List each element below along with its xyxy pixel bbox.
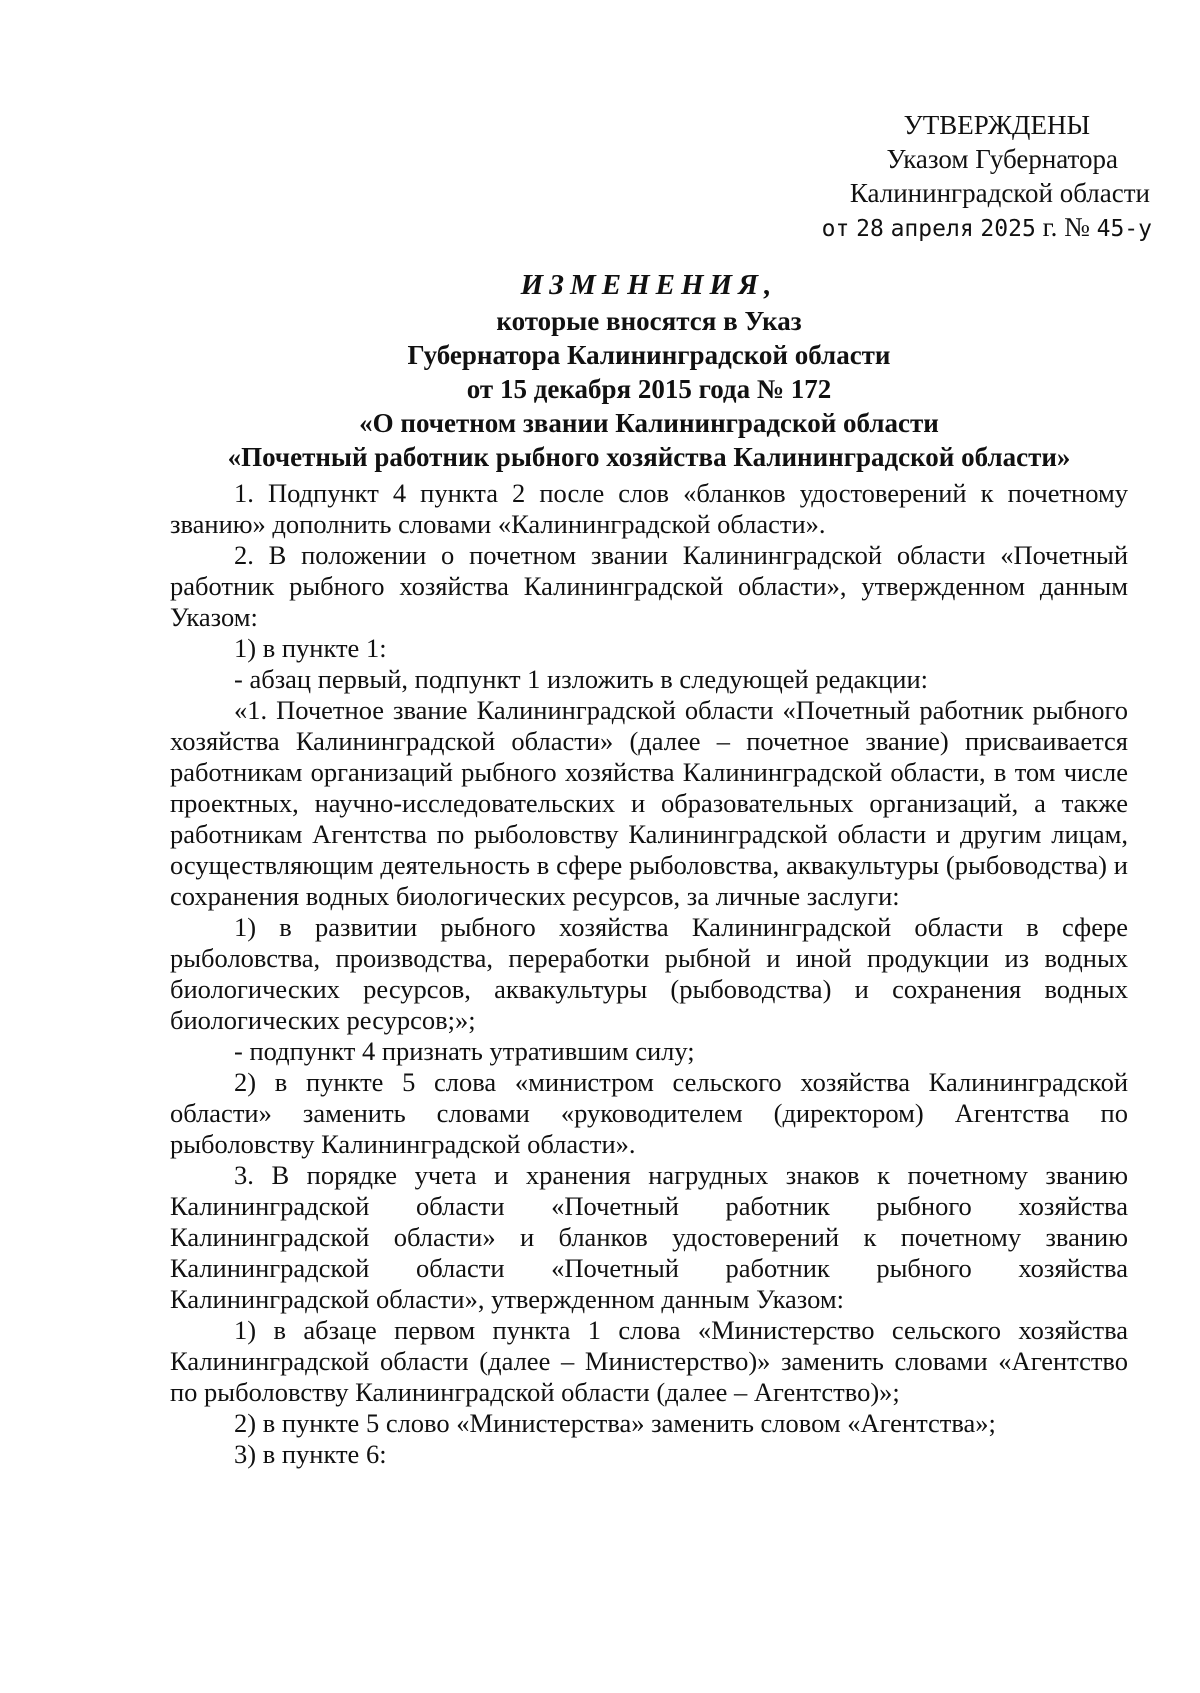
document-body — [170, 478, 1128, 1470]
body-paragraph: «1. Почетное звание Калининградской области «Почетный работник рыбного хозяйства Калининградской области» (далее – почетное звание) присваивается работникам организаций рыбного хозяйства Калининградской области, в том числе проектных, научно-исследовательских и образовательных организаций, а также работникам Агентства по рыболовству Калининградской области и другим лицам, осуществляющим деятельность в сфере рыболовства, аквакультуры (рыбоводства) и сохранения водных биологических ресурсов, за личные заслуги: — [170, 695, 1128, 911]
approval-date-month: апреля — [890, 216, 974, 242]
title-line: которые вносятся в Указ — [496, 306, 802, 336]
title-line: «Почетный работник рыбного хозяйства Калининградской области» — [227, 442, 1071, 472]
approval-decree-label: Указом Губернатора — [886, 144, 1118, 174]
approval-region-label: Калининградской области — [849, 178, 1150, 208]
document-title-block — [170, 268, 1128, 474]
approval-number: 45-у — [1096, 216, 1152, 242]
approval-date-suffix: г. № — [1042, 212, 1090, 242]
body-paragraph: 3) в пункте 6: — [234, 1439, 387, 1469]
body-paragraph: 1. Подпункт 4 пункта 2 после слов «бланков удостоверений к почетному званию» дополнить словами «Калининградской области». — [170, 478, 1128, 539]
approval-date-line — [752, 210, 1152, 246]
body-paragraph: 2) в пункте 5 слово «Министерства» заменить словом «Агентства»; — [234, 1408, 996, 1438]
body-paragraph: 3. В порядке учета и хранения нагрудных знаков к почетному званию Калининградской области «Почетный работник рыбного хозяйства Калининградской области» и бланков удостоверений к почетному званию Калининградской области «Почетный работник рыбного хозяйства Калининградской области», утвержденном данным Указом: — [170, 1160, 1128, 1314]
body-paragraph: 2. В положении о почетном звании Калининградской области «Почетный работник рыбного хозяйства Калининградской области», утвержденном данным Указом: — [170, 540, 1128, 632]
approval-date-year: 2025 — [980, 216, 1036, 242]
body-paragraph: - абзац первый, подпункт 1 изложить в следующей редакции: — [234, 664, 929, 694]
approval-date-day: 28 — [856, 216, 884, 242]
title-line: Губернатора Калининградской области — [407, 340, 891, 370]
title-line: от 15 декабря 2015 года № 172 — [466, 374, 832, 404]
approval-approved-label: УТВЕРЖДЕНЫ — [903, 110, 1090, 140]
document-heading: ИЗМЕНЕНИЯ, — [520, 269, 778, 301]
approval-date-prefix: от — [821, 216, 850, 242]
approval-stamp-block — [752, 108, 1152, 246]
title-line: «О почетном звании Калининградской области — [359, 408, 939, 438]
body-paragraph: - подпункт 4 признать утратившим силу; — [234, 1036, 695, 1066]
body-paragraph: 2) в пункте 5 слова «министром сельского хозяйства Калининградской области» заменить словами «руководителем (директором) Агентства по рыболовству Калининградской области». — [170, 1067, 1128, 1159]
body-paragraph: 1) в развитии рыбного хозяйства Калининградской области в сфере рыболовства, производства, переработки рыбной и иной продукции из водных биологических ресурсов, аквакультуры (рыбоводства) и сохранения водных биологических ресурсов;»; — [170, 912, 1128, 1035]
body-paragraph: 1) в абзаце первом пункта 1 слова «Министерство сельского хозяйства Калининградской области (далее – Министерство)» заменить словами «Агентство по рыболовству Калининградской области (далее – Агентство)»; — [170, 1315, 1128, 1407]
body-paragraph: 1) в пункте 1: — [234, 633, 387, 663]
